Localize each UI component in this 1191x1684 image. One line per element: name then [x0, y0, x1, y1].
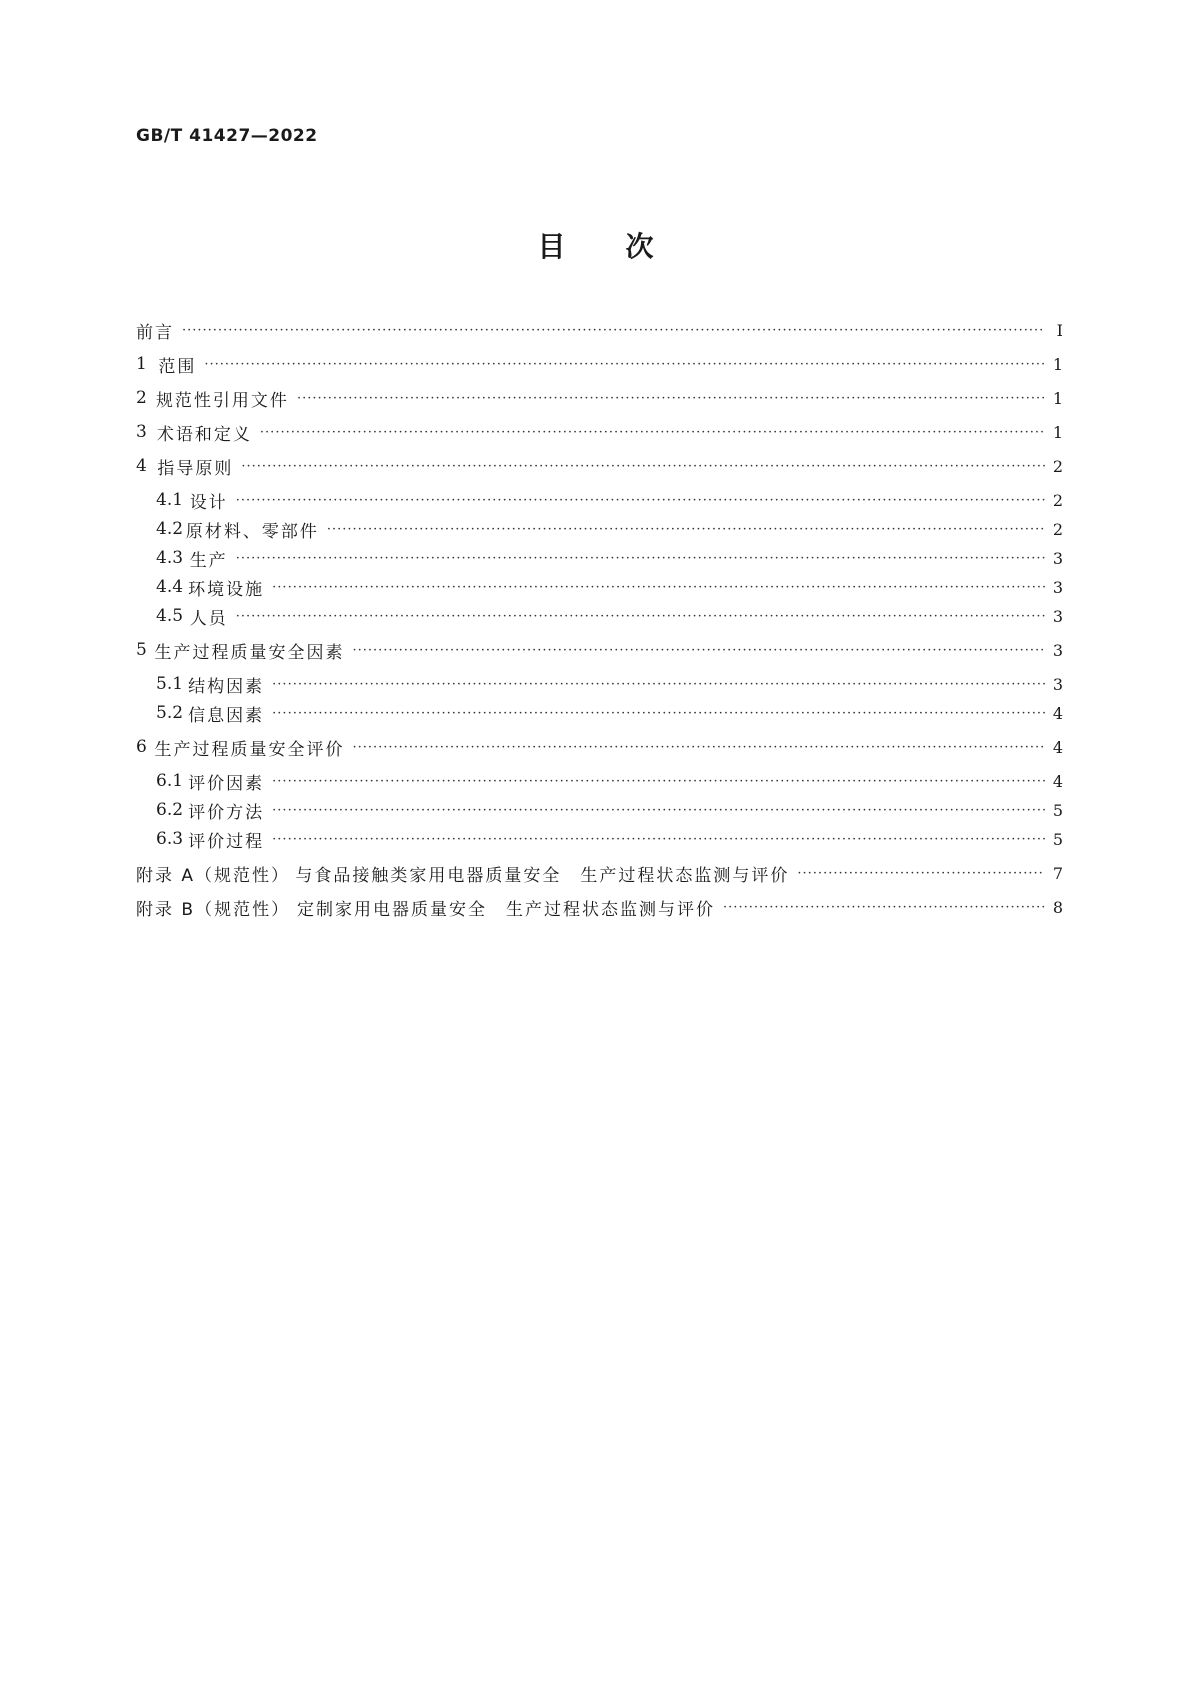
toc-entry-evaluation-methods[interactable] — [156, 797, 1063, 823]
toc-leader — [352, 740, 1045, 755]
toc-entry-page: Ⅰ — [1056, 320, 1063, 340]
toc-leader — [236, 609, 1045, 624]
toc-entry-foreword[interactable] — [136, 317, 1063, 343]
toc-leader — [272, 774, 1045, 789]
toc-entry-production[interactable] — [156, 545, 1063, 571]
toc-entry-page: 1 — [1052, 422, 1063, 442]
toc-leader — [241, 459, 1045, 474]
toc-entry-title: 人员 — [189, 608, 228, 629]
toc-leader — [797, 866, 1045, 881]
toc-entry-page: 1 — [1052, 388, 1063, 408]
toc-entry-title: 前言 — [136, 322, 174, 343]
toc-entry-title: 生产过程质量安全因素 — [154, 642, 345, 663]
toc-entry-title: 信息因素 — [188, 705, 265, 726]
toc-entry-number: 附录 B（规范性） — [136, 899, 291, 920]
toc-leader — [272, 677, 1045, 692]
toc-entry-appendix-a[interactable] — [136, 860, 1063, 886]
toc-leader — [236, 493, 1045, 508]
toc-entry-page: 8 — [1052, 897, 1063, 917]
toc-entry-number: 4.4 — [156, 577, 184, 597]
toc-entry-information-factors[interactable] — [156, 700, 1063, 726]
toc-entry-number: 4.1 — [156, 490, 184, 510]
toc-leader — [723, 900, 1045, 915]
toc-entry-page: 3 — [1052, 577, 1063, 597]
toc-entry-page: 2 — [1052, 490, 1063, 510]
toc-entry-number: 6.3 — [156, 829, 184, 849]
toc-entry-design[interactable] — [156, 487, 1063, 513]
toc-entry-quality-factors[interactable] — [136, 637, 1063, 663]
toc-entry-evaluation-process[interactable] — [156, 826, 1063, 852]
toc-entry-number: 6.1 — [156, 771, 184, 791]
toc-entry-title: 定制家用电器质量安全 生产过程状态监测与评价 — [297, 899, 716, 920]
toc-entry-number: 6.2 — [156, 800, 184, 820]
toc-entry-title: 评价方法 — [188, 802, 265, 823]
toc-entry-number: 5.1 — [156, 674, 184, 694]
toc-leader — [272, 580, 1045, 595]
toc-entry-number: 3 — [136, 422, 147, 442]
toc-entry-scope[interactable] — [136, 351, 1063, 377]
toc-entry-title: 范围 — [158, 356, 197, 377]
toc-entry-page: 3 — [1052, 674, 1063, 694]
toc-leader — [272, 832, 1045, 847]
toc-entry-page: 3 — [1052, 640, 1063, 660]
toc-entry-number: 4.5 — [156, 606, 184, 626]
toc-entry-terms[interactable] — [136, 419, 1063, 445]
toc-entry-number: 5.2 — [156, 703, 184, 723]
toc-entry-number: 1 — [136, 354, 147, 374]
toc-entry-title: 评价过程 — [188, 831, 265, 852]
toc-entry-title: 环境设施 — [188, 579, 265, 600]
toc-entry-number: 6 — [136, 737, 147, 757]
toc-entry-title: 结构因素 — [188, 676, 265, 697]
toc-entry-title: 设计 — [189, 492, 228, 513]
toc-entry-page: 5 — [1052, 829, 1063, 849]
toc-entry-page: 4 — [1052, 737, 1063, 757]
toc-entry-number: 附录 A（规范性） — [136, 865, 291, 886]
toc-entry-quality-evaluation[interactable] — [136, 734, 1063, 760]
toc-entry-title: 术语和定义 — [156, 424, 252, 445]
toc-leader — [352, 643, 1045, 658]
toc-leader — [236, 551, 1045, 566]
toc-entry-title: 生产 — [189, 550, 228, 571]
page-title: 目次 — [537, 230, 714, 263]
toc-entry-page: 3 — [1052, 606, 1063, 626]
toc-entry-number: 4.3 — [156, 548, 184, 568]
toc-entry-appendix-b[interactable] — [136, 894, 1063, 920]
toc-entry-personnel[interactable] — [156, 603, 1063, 629]
toc-leader — [327, 522, 1045, 537]
toc-entry-page: 4 — [1052, 771, 1063, 791]
toc-entry-page: 2 — [1052, 519, 1063, 539]
toc-entry-title: 指导原则 — [157, 458, 234, 479]
toc-entry-page: 4 — [1052, 703, 1063, 723]
toc-entry-page: 2 — [1052, 456, 1063, 476]
toc-entry-number: 4 — [136, 456, 147, 476]
toc-entry-structural-factors[interactable] — [156, 671, 1063, 697]
toc-entry-title: 规范性引用文件 — [155, 390, 289, 411]
toc-entry-evaluation-factors[interactable] — [156, 768, 1063, 794]
toc-entry-page: 5 — [1052, 800, 1063, 820]
toc-entry-guiding-principles[interactable] — [136, 453, 1063, 479]
toc-entry-title: 与食品接触类家用电器质量安全 生产过程状态监测与评价 — [295, 865, 790, 886]
toc-leader — [272, 803, 1045, 818]
toc-leader — [204, 357, 1045, 372]
toc-leader — [297, 391, 1045, 406]
toc-entry-materials[interactable] — [156, 516, 1063, 542]
toc-entry-page: 3 — [1052, 548, 1063, 568]
toc-entry-number: 4.2 — [156, 519, 184, 539]
toc-entry-page: 1 — [1052, 354, 1063, 374]
toc-entry-title: 生产过程质量安全评价 — [154, 739, 345, 760]
toc-entry-page: 7 — [1052, 863, 1063, 883]
toc-entry-title: 评价因素 — [188, 773, 265, 794]
toc-entry-environment[interactable] — [156, 574, 1063, 600]
toc-entry-number: 2 — [136, 388, 147, 408]
standard-code: GB/T 41427—2022 — [136, 126, 318, 146]
toc-leader — [182, 323, 1045, 338]
toc-entry-number: 5 — [136, 640, 147, 660]
toc-entry-title: 原材料、零部件 — [185, 521, 319, 542]
toc-leader — [260, 425, 1045, 440]
toc-leader — [272, 706, 1045, 721]
toc-entry-normative-references[interactable] — [136, 385, 1063, 411]
